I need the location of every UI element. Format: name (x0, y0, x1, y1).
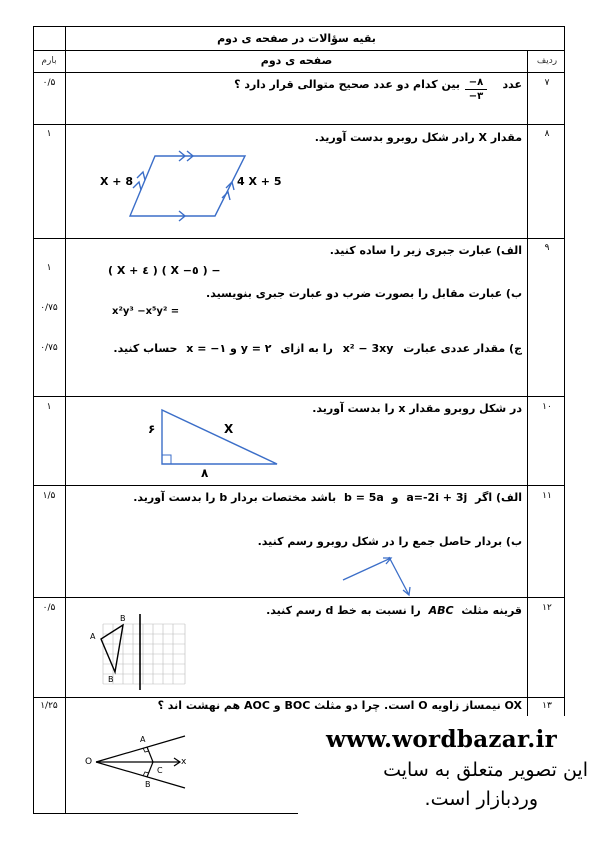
right-triangle (162, 410, 277, 464)
arrow-left-2 (133, 182, 141, 190)
header-divider-2 (33, 72, 565, 73)
q10-hyp-label: X (224, 422, 234, 436)
right-angle-mark (162, 455, 171, 464)
row-number-10: ۱۰ (542, 402, 552, 412)
q13-label-c: C (157, 766, 163, 775)
q8-left-label: X + 8 (100, 175, 134, 188)
q10-base-label: ۸ (201, 466, 209, 480)
row-divider-10 (33, 485, 565, 486)
right-triangle-figure (140, 403, 290, 478)
exam-sheet (33, 26, 565, 814)
reflection-grid-figure (85, 612, 195, 692)
vector-2 (389, 557, 409, 595)
q10-side-label: ۶ (148, 422, 156, 436)
watermark-url: www.wordbazar.ir (326, 726, 558, 753)
score-7: ۰/۵ (42, 78, 56, 88)
score-9a: ۱ (46, 263, 52, 273)
row-number-12: ۱۲ (542, 603, 552, 613)
grid (103, 624, 185, 684)
vector-1 (343, 558, 391, 580)
row-number-7: ۷ (544, 78, 550, 88)
score-12: ۰/۵ (42, 603, 56, 613)
row-number-11: ۱۱ (542, 491, 552, 501)
question-11a (133, 491, 522, 507)
q9a-expression: ( X + ٤ ) ( X −٥ ) − (108, 264, 221, 277)
q11a-vector-a: a=-2i + 3j (406, 491, 468, 504)
q12-label-a: A (90, 632, 96, 641)
question-8-text: مقدار X رادر شکل روبرو بدست آورید. (314, 131, 522, 144)
row-divider-8 (33, 238, 565, 239)
q12-suffix: را نسبت به خط d رسم کنید. (266, 604, 421, 617)
score-11: ۱/۵ (42, 491, 56, 501)
score-10: ۱ (46, 402, 52, 412)
q9c-suffix: حساب کنید. (113, 342, 178, 355)
q9c-middle: را به ازای (280, 342, 333, 355)
q7-fraction-numerator: ۸− (465, 76, 487, 90)
arrow-left-1 (137, 172, 145, 180)
row-column-divider (527, 50, 528, 814)
row-number-9: ۹ (544, 243, 550, 253)
segment-ac (147, 747, 153, 762)
q9c-expression: x² − 3xy (342, 342, 394, 355)
score-8: ۱ (46, 129, 52, 139)
score-9c: ۰/۷۵ (40, 343, 58, 353)
q13-label-o: O (85, 757, 93, 767)
row-divider-11 (33, 597, 565, 598)
page-title: بقیه سؤالات در صفحه ی دوم (217, 32, 376, 45)
vector-figure (335, 548, 455, 603)
watermark-line-2: وردبازار است. (424, 788, 538, 810)
watermark-line-1: این تصویر متعلق به سایت (383, 759, 588, 781)
row-number-13: ۱۳ (542, 701, 552, 711)
angle-bisector-figure (80, 720, 195, 800)
q9b-expression: x²y³ −x⁵y² = (112, 306, 180, 317)
q11a-prefix: الف) اگر (475, 491, 522, 504)
q7-fraction (465, 76, 487, 103)
q12-label-b-bottom: B (108, 675, 114, 684)
row-number-8: ۸ (544, 129, 550, 139)
q7-text: بین کدام دو عدد صحیح متوالی قرار دارد ؟ (234, 78, 460, 91)
ray-ob (96, 762, 185, 788)
q8-right-label: 4 X + 5 (237, 175, 282, 188)
q11a-suffix: باشد مختصات بردار b را بدست آورید. (133, 491, 337, 504)
question-12 (260, 604, 522, 620)
page-subtitle: صفحه ی دوم (260, 54, 333, 67)
q12-triangle-name: ABC (428, 604, 454, 617)
question-7 (234, 77, 522, 108)
q7-fraction-denominator: ۳− (468, 91, 484, 102)
segment-bc (147, 762, 153, 777)
header-divider (33, 50, 565, 51)
q13-label-x: x (181, 757, 187, 767)
q12-label-b-top: B (120, 614, 126, 623)
score-13: ۱/۲۵ (40, 701, 58, 711)
q12-prefix: قرینه مثلث (461, 604, 522, 617)
score-column-header: بارم (41, 56, 57, 66)
q13-label-a: A (140, 735, 146, 744)
question-9b-text: ب) عبارت مقابل را بصورت ضرب دو عبارت جبری بنویسید. (206, 287, 522, 300)
score-column-divider (65, 26, 66, 814)
question-10-text: در شکل روبرو مقدار x را بدست آورید. (312, 402, 522, 415)
q7-prefix: عدد (502, 78, 522, 91)
score-9b: ۰/۷۵ (40, 303, 58, 313)
q9c-prefix: ج) مقدار عددی عبارت (403, 342, 522, 355)
question-13-text: OX نیمساز زاویه O است. چرا دو مثلث BOC و AOC هم نهشت اند ؟ (157, 699, 522, 712)
row-divider-7 (33, 124, 565, 125)
triangle-abc (101, 625, 123, 672)
q13-label-b: B (145, 780, 151, 789)
question-9a-text: الف) عبارت جبری زیر را ساده کنید. (329, 244, 522, 257)
q11a-vector-b: b = 5a (343, 491, 384, 504)
q9c-values: x = −۱ و y = ۲ (186, 342, 272, 355)
watermark-box (298, 716, 588, 818)
row-column-header: ردیف (536, 56, 558, 66)
row-divider-9 (33, 396, 565, 397)
question-11b-text: ب) بردار حاصل جمع را در شکل روبرو رسم کنید. (257, 535, 522, 548)
question-9c (113, 342, 522, 358)
row-divider-12 (33, 697, 565, 698)
q11a-and: و (391, 491, 399, 504)
